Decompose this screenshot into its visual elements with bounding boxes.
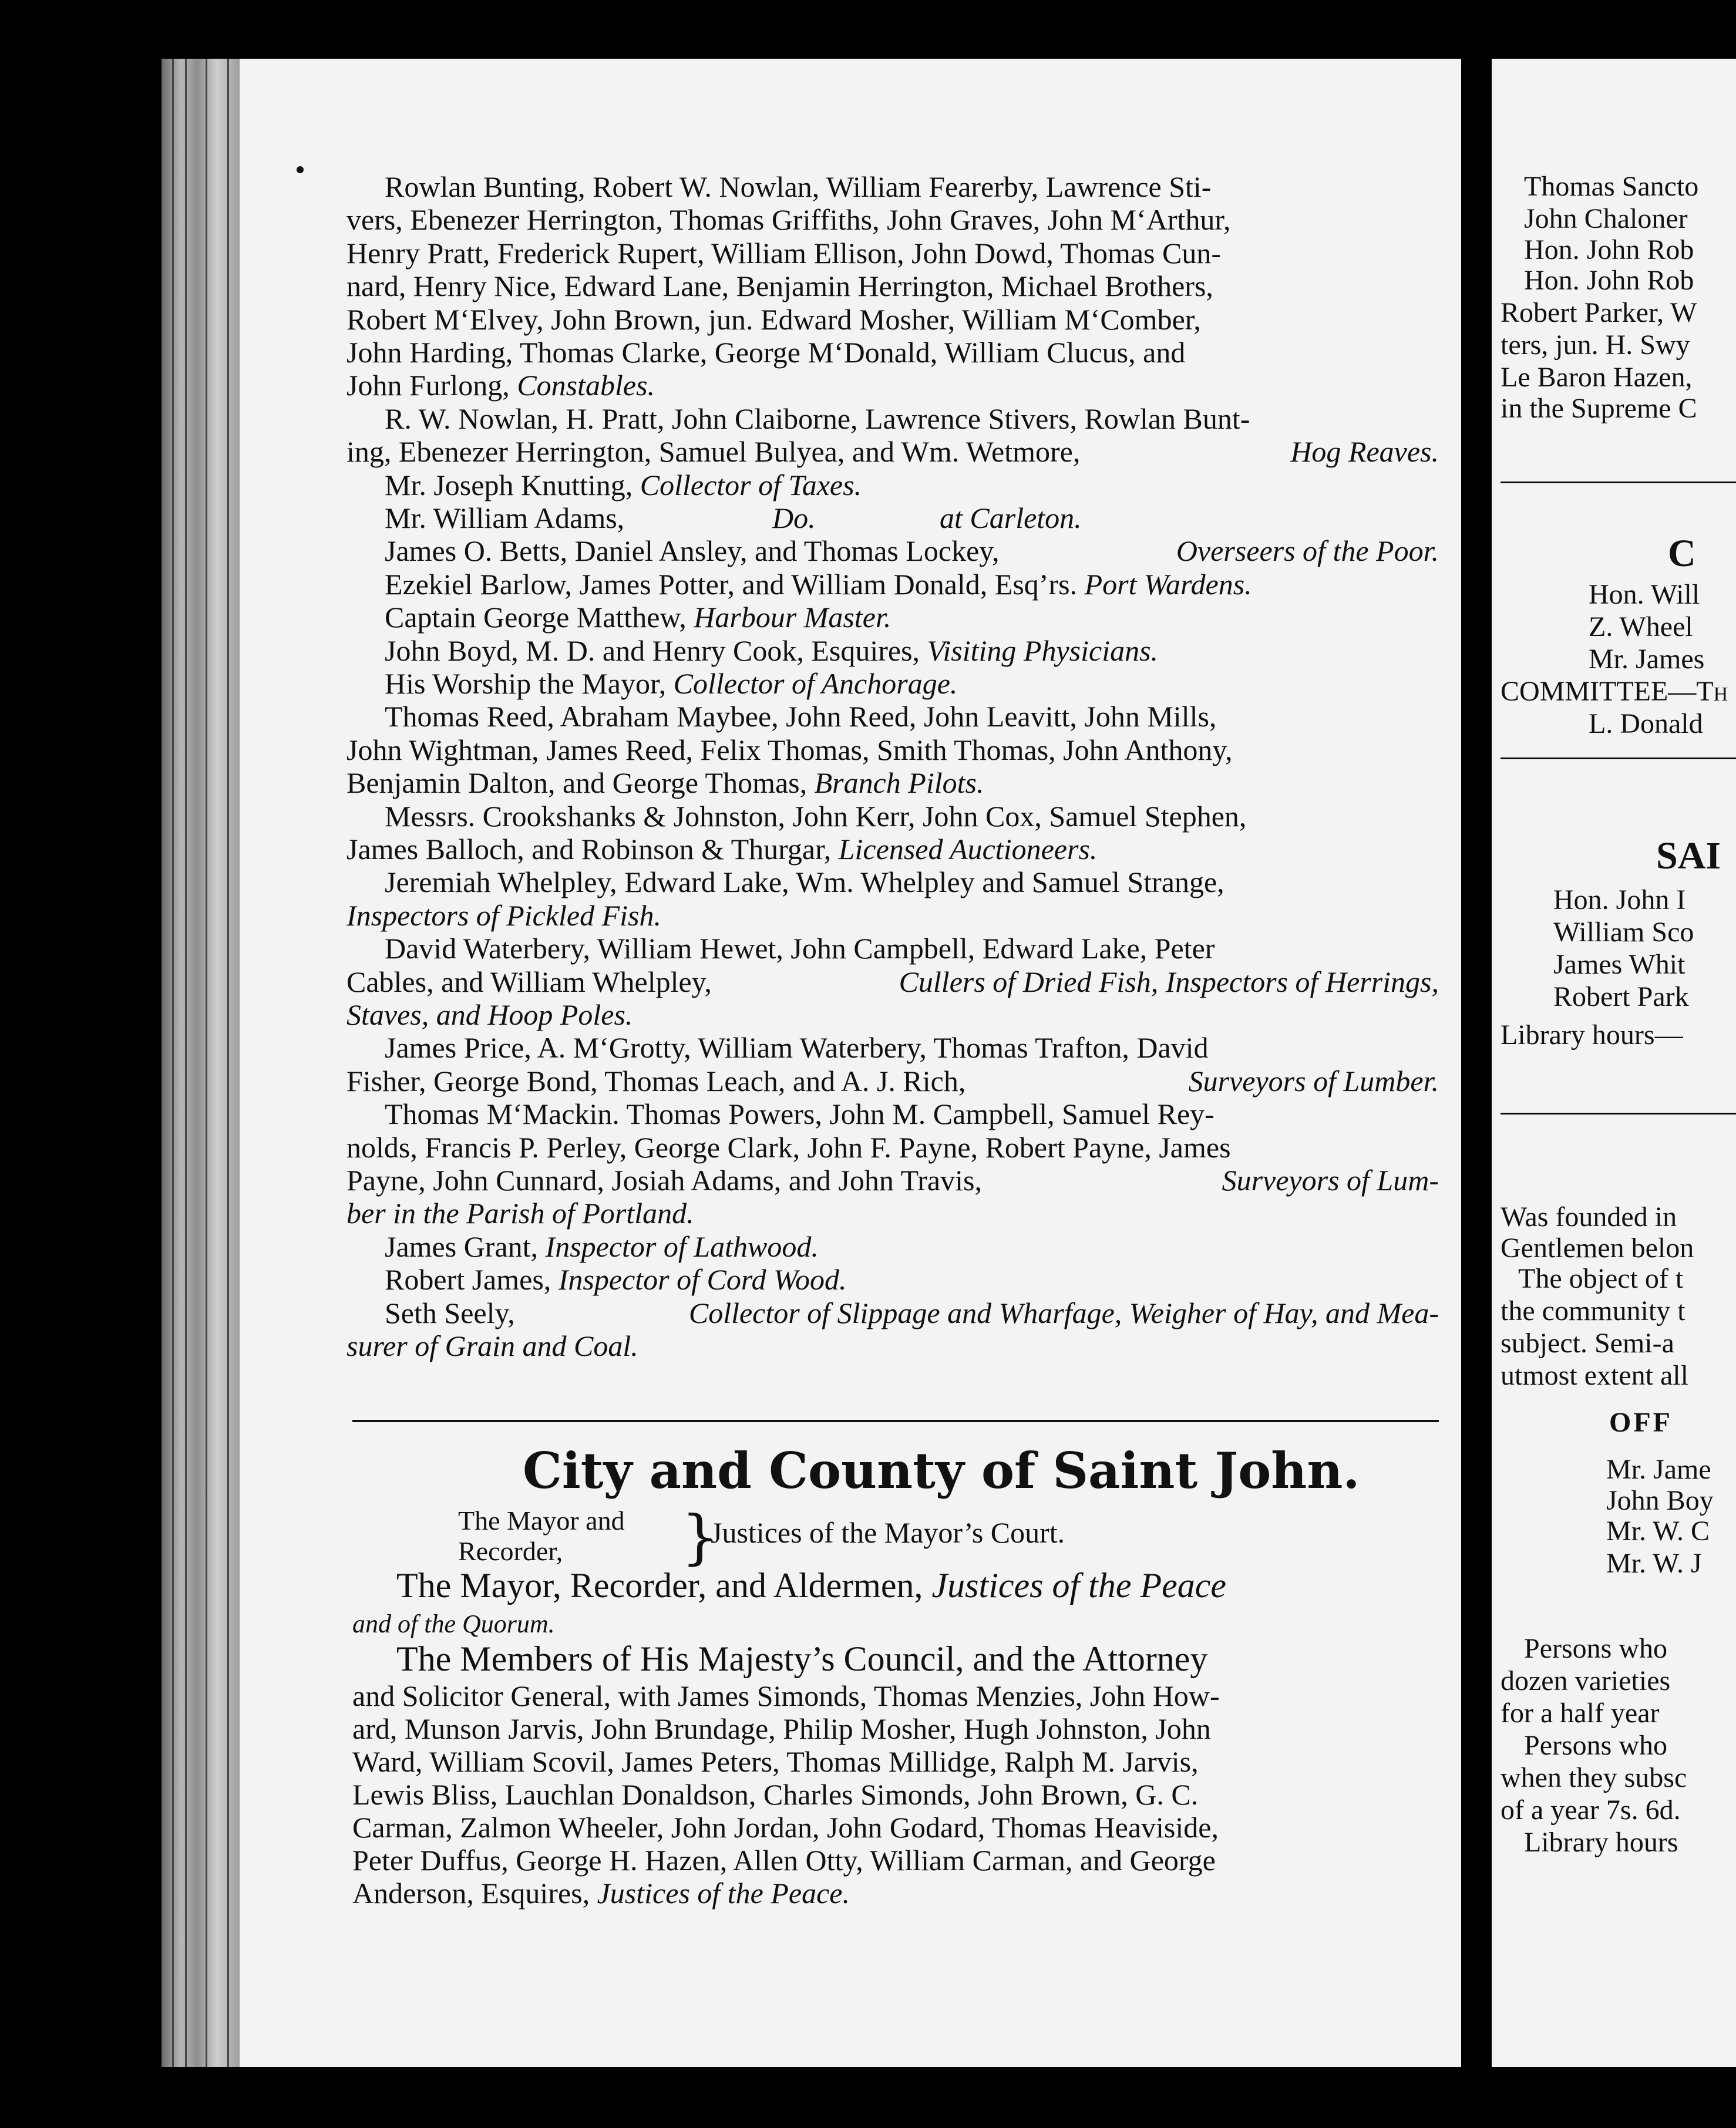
- justices-line-7: Anderson, Esquires, Justices of the Peace.: [352, 1877, 850, 1910]
- entry-names: Thomas M‘Mackin. Thomas Powers, John M. Campbell, Samuel Rey-: [385, 1097, 1214, 1131]
- entry-line: [346, 899, 661, 932]
- entry-names: His Worship the Mayor,: [385, 667, 674, 700]
- entry-line: [346, 766, 984, 799]
- entry-office: Surveyors of Lum-: [1222, 1164, 1439, 1197]
- entry-office: Collector of Anchorage.: [673, 667, 958, 700]
- entry-line: [385, 932, 1439, 965]
- entry-names: Henry Pratt, Frederick Rupert, William Ellison, John Dowd, Thomas Cun-: [346, 236, 1222, 270]
- entry-line: [385, 402, 1439, 435]
- right-page-line: John Boy: [1606, 1485, 1714, 1516]
- brace-icon: }: [681, 1503, 719, 1571]
- entry-line: [346, 237, 1439, 270]
- entry-line: [385, 1297, 1439, 1329]
- right-page-line: subject. Semi-a: [1501, 1328, 1674, 1359]
- entry-line: [346, 733, 1439, 766]
- entry-line: [385, 1263, 847, 1296]
- entry-line: [385, 634, 1158, 667]
- entry-line: [385, 501, 624, 534]
- mayor-recorder-line-1: The Mayor and: [458, 1506, 625, 1536]
- right-page-line: in the Supreme C: [1501, 393, 1697, 424]
- entry-line: [385, 800, 1439, 833]
- entry-names: James O. Betts, Daniel Ansley, and Thomas Lockey,: [385, 534, 1000, 568]
- right-page-line: Z. Wheel: [1589, 611, 1693, 642]
- entry-office: Surveyors of Lumber.: [1188, 1064, 1439, 1097]
- right-page-line: Hon. John Rob: [1524, 265, 1694, 296]
- entry-line: [385, 568, 1252, 601]
- justices-role: Justices of the Peace.: [597, 1877, 850, 1910]
- entry-office: ber in the Parish of Portland.: [346, 1197, 694, 1230]
- right-page-line: for a half year: [1501, 1698, 1660, 1729]
- entry-line: [346, 965, 1439, 998]
- entry-names: Ezekiel Barlow, James Potter, and William Donald, Esq’rs.: [385, 567, 1085, 601]
- aldermen-role: Justices of the Peace: [931, 1566, 1226, 1605]
- entry-line: [385, 700, 1439, 733]
- entry-line: [346, 203, 1439, 236]
- mayor-recorder-line-2: Recorder,: [458, 1536, 563, 1566]
- right-page-line: Hon. Will: [1589, 579, 1700, 610]
- members-line: [396, 1638, 1439, 1679]
- right-page-rule: [1501, 482, 1736, 483]
- entry-office: Visiting Physicians.: [927, 634, 1159, 667]
- justices-line-3: Ward, William Scovil, James Peters, Thomas Millidge, Ralph M. Jarvis,: [352, 1745, 1199, 1778]
- entry-office: Staves, and Hoop Poles.: [346, 998, 633, 1031]
- right-page-line: Library hours—: [1501, 1019, 1683, 1050]
- right-page-line: when they subsc: [1501, 1762, 1687, 1793]
- entry-names: Robert M‘Elvey, John Brown, jun. Edward Mosher, William M‘Comber,: [346, 302, 1201, 336]
- entry-line: [385, 1097, 1439, 1130]
- entry-office: Cullers of Dried Fish, Inspectors of Herrings,: [899, 965, 1439, 998]
- entry-line: [346, 998, 633, 1031]
- right-page-rule: [1501, 1113, 1736, 1114]
- quorum-line: [352, 1608, 555, 1641]
- entry-line: [346, 435, 1439, 468]
- entry-line: [346, 833, 1097, 866]
- entry-line: [385, 170, 1439, 203]
- entry-names: Cables, and William Whelpley,: [346, 965, 712, 998]
- entry-names: John Furlong,: [346, 369, 517, 402]
- entry-office: Branch Pilots.: [814, 766, 984, 800]
- entry-office: Harbour Master.: [694, 601, 891, 634]
- entry-names: Seth Seely,: [385, 1296, 515, 1329]
- entry-office: Collector of Slippage and Wharfage, Weigher of Hay, and Mea-: [688, 1296, 1439, 1329]
- right-page-line: John Chaloner: [1524, 203, 1688, 234]
- right-page-line: utmost extent all: [1501, 1360, 1688, 1391]
- quorum-text: and of the Quorum.: [352, 1610, 555, 1638]
- entry-names: nard, Henry Nice, Edward Lane, Benjamin Herrington, Michael Brothers,: [346, 270, 1213, 303]
- right-page-line: Mr. James: [1589, 644, 1705, 675]
- aldermen-text: The Mayor, Recorder, and Aldermen,: [396, 1566, 932, 1605]
- entry-office: Inspector of Cord Wood.: [558, 1263, 847, 1297]
- carleton-place: at Carleton.: [940, 501, 1082, 534]
- entry-office: Collector of Taxes.: [640, 468, 862, 501]
- entry-names: Rowlan Bunting, Robert W. Nowlan, William Fearerby, Lawrence Sti-: [385, 170, 1212, 203]
- entry-names: John Harding, Thomas Clarke, George M‘Donald, William Clucus, and: [346, 336, 1186, 369]
- right-page-line: Mr. W. J: [1606, 1548, 1702, 1579]
- entry-line: [346, 336, 1439, 369]
- entry-names: ing, Ebenezer Herrington, Samuel Bulyea, and Wm. Wetmore,: [346, 435, 1081, 469]
- entry-line: [346, 1131, 1439, 1164]
- entry-names: James Balloch, and Robinson & Thurgar,: [346, 833, 839, 866]
- right-page-line: Mr. Jame: [1606, 1454, 1711, 1485]
- right-page-line: Persons who: [1524, 1730, 1668, 1761]
- right-page-line: of a year 7s. 6d.: [1501, 1794, 1681, 1826]
- right-page-line: Was founded in: [1501, 1201, 1677, 1233]
- entry-line: [346, 1164, 1439, 1197]
- entry-line: [385, 1230, 819, 1263]
- entry-line: [385, 534, 1439, 567]
- entry-names: Robert James,: [385, 1263, 559, 1297]
- entry-line: [385, 866, 1439, 898]
- right-page-line: James Whit: [1553, 949, 1685, 980]
- aldermen-line: [396, 1565, 1226, 1606]
- entry-line: [385, 667, 957, 700]
- entry-names: Thomas Reed, Abraham Maybee, John Reed, John Leavitt, John Mills,: [385, 700, 1217, 733]
- entry-line: [346, 270, 1439, 302]
- entry-names: Jeremiah Whelpley, Edward Lake, Wm. Whelpley and Samuel Strange,: [385, 866, 1224, 899]
- entry-names: Benjamin Dalton, and George Thomas,: [346, 766, 815, 800]
- entry-office: Inspectors of Pickled Fish.: [346, 898, 661, 932]
- members-text: The Members of His Majesty’s Council, and the Attorney: [396, 1639, 1208, 1678]
- entry-line: [385, 469, 862, 501]
- justices-line-2: ard, Munson Jarvis, John Brundage, Philip Mosher, Hugh Johnston, John: [352, 1712, 1211, 1745]
- right-page-line: dozen varieties: [1501, 1665, 1671, 1696]
- entry-office: Licensed Auctioneers.: [838, 833, 1098, 866]
- entry-names: R. W. Nowlan, H. Pratt, John Claiborne, Lawrence Stivers, Rowlan Bunt-: [385, 402, 1250, 435]
- section-rule: [352, 1420, 1439, 1422]
- entry-office: Port Wardens.: [1084, 567, 1252, 601]
- right-page-line: Robert Parker, W: [1501, 297, 1697, 328]
- entry-names: Mr. William Adams,: [385, 501, 625, 534]
- right-page-line: SAI: [1656, 834, 1721, 877]
- ink-spot: [297, 166, 304, 173]
- right-page-line: Hon. John Rob: [1524, 234, 1694, 265]
- entry-names: Messrs. Crookshanks & Johnston, John Kerr, John Cox, Samuel Stephen,: [385, 799, 1247, 833]
- right-page-line: Library hours: [1524, 1827, 1678, 1858]
- ditto-mark: Do.: [772, 501, 816, 534]
- entry-names: Captain George Matthew,: [385, 601, 694, 634]
- entry-office: Inspector of Lathwood.: [545, 1230, 819, 1263]
- right-page-line: C: [1668, 532, 1696, 575]
- book-spine: [162, 59, 241, 2067]
- right-page-line: Le Baron Hazen,: [1501, 362, 1693, 393]
- entry-line: [346, 303, 1439, 336]
- entry-office: Constables.: [517, 369, 655, 402]
- right-page-line: The object of t: [1518, 1263, 1684, 1294]
- right-page-line: Gentlemen belon: [1501, 1233, 1694, 1264]
- entry-names: Payne, John Cunnard, Josiah Adams, and John Travis,: [346, 1164, 982, 1197]
- right-page-line: Thomas Sancto: [1524, 171, 1699, 202]
- entry-line: [385, 1031, 1439, 1064]
- right-page-line: the community t: [1501, 1295, 1685, 1326]
- entry-office: surer of Grain and Coal.: [346, 1329, 638, 1362]
- right-page-line: COMMITTEE—Th: [1501, 676, 1728, 707]
- justices-line-1: and Solicitor General, with James Simonds, Thomas Menzies, John How-: [352, 1679, 1220, 1712]
- right-page-line: William Sco: [1553, 917, 1694, 948]
- right-page-line: ters, jun. H. Swy: [1501, 329, 1690, 361]
- entry-names: nolds, Francis P. Perley, George Clark, John F. Payne, Robert Payne, James: [346, 1130, 1231, 1164]
- right-page-line: OFF: [1609, 1407, 1673, 1438]
- entry-line: [346, 369, 655, 402]
- entry-office: Overseers of the Poor.: [1176, 534, 1439, 568]
- section-heading: City and County of Saint John.: [523, 1442, 1360, 1500]
- justices-line-5: Carman, Zalmon Wheeler, John Jordan, John Godard, Thomas Heaviside,: [352, 1811, 1219, 1844]
- entry-line: [346, 1329, 638, 1362]
- entry-names: Mr. Joseph Knutting,: [385, 468, 640, 501]
- right-page-text: [1501, 0, 1736, 2128]
- justices-line-4: Lewis Bliss, Lauchlan Donaldson, Charles Simonds, John Brown, G. C.: [352, 1778, 1199, 1811]
- entry-names: John Boyd, M. D. and Henry Cook, Esquires,: [385, 634, 927, 667]
- entry-names: David Waterbery, William Hewet, John Campbell, Edward Lake, Peter: [385, 932, 1215, 965]
- entry-names: James Grant,: [385, 1230, 546, 1263]
- entry-names: Fisher, George Bond, Thomas Leach, and A. J. Rich,: [346, 1064, 966, 1097]
- entry-office: Hog Reaves.: [1290, 435, 1439, 469]
- entry-line: [346, 1197, 694, 1230]
- right-page-line: Robert Park: [1553, 981, 1689, 1012]
- right-page-line: L. Donald: [1589, 708, 1703, 739]
- entry-names: vers, Ebenezer Herrington, Thomas Griffiths, John Graves, John M‘Arthur,: [346, 203, 1231, 237]
- entry-names: John Wightman, James Reed, Felix Thomas, Smith Thomas, John Anthony,: [346, 733, 1233, 766]
- justices-line-6: Peter Duffus, George H. Hazen, Allen Otty, William Carman, and George: [352, 1844, 1216, 1877]
- right-page-line: Hon. John I: [1553, 884, 1686, 915]
- entry-line: [346, 1065, 1439, 1097]
- mayors-court: Justices of the Mayor’s Court.: [711, 1516, 1065, 1549]
- right-page-rule: [1501, 757, 1736, 759]
- right-page-line: Mr. W. C: [1606, 1516, 1710, 1547]
- right-page-line: Persons who: [1524, 1633, 1668, 1664]
- entry-names: James Price, A. M‘Grotty, William Waterbery, Thomas Trafton, David: [385, 1031, 1209, 1065]
- entry-line: [385, 601, 891, 634]
